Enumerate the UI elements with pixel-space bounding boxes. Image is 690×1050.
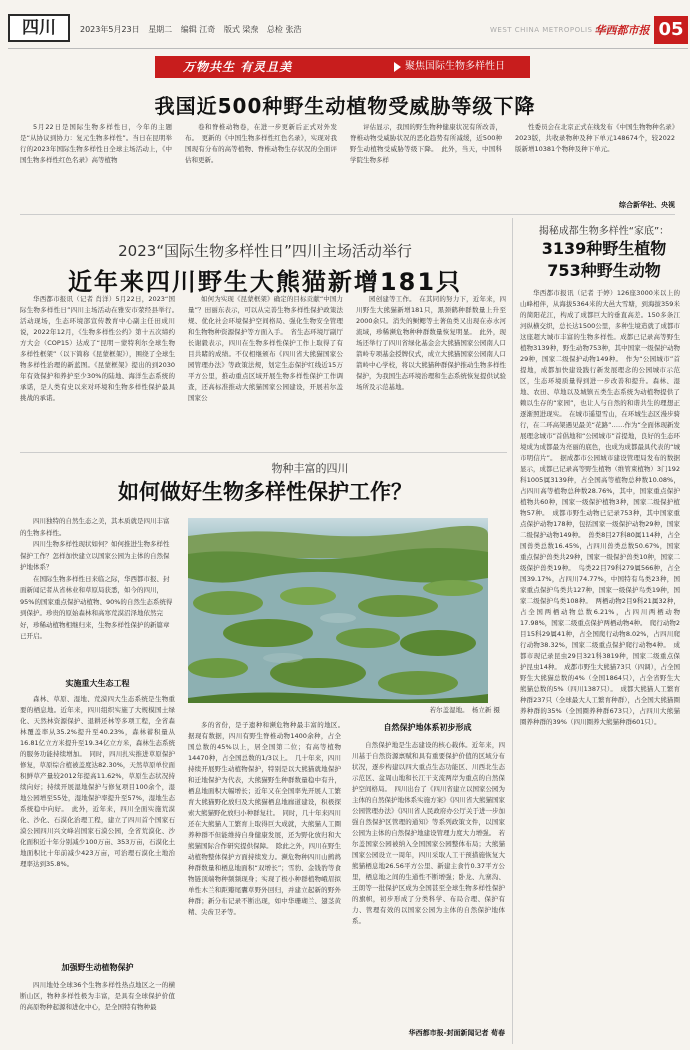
subhead-wildlife-protection: 加强野生动植物保护 (61, 963, 134, 972)
topic-banner (155, 56, 530, 78)
feature-kicker: 物种丰富的四川 (271, 462, 349, 475)
top-col-3-text: 评估显示，我国的野生物种健康状况有所改善，脊椎动物受威胁状况的恶化趋势有所减缓，近500种野生动植物受威胁等级下降。 此外，当天，中国科学院生物多样 (350, 123, 502, 164)
feature-intro-3: 在国际生物多样性日来临之际，华西都市报、封面新闻记者从省林业和草原局获悉，如今的四川，95%的国家重点保护动植物、90%的自然生态系统得到保护。珍贵的原始森林和高寒荒漠沼泽地依然完好，珍稀动植物相继归来，生物多样性保护的新篇章已开启。 (20, 574, 173, 640)
banner-topic: 聚焦国际生物多样性日 (405, 61, 505, 72)
feature-byline: 华西都市报-封面新闻记者 荀春 (408, 1029, 505, 1037)
section-label: 四川 (8, 14, 70, 42)
issue-date: 2023年5月23日 (80, 25, 140, 34)
feature-intro-2: 四川生物多样性现状如何？如何推进生物多样性保护工作？怎样加快建立以国家公园为主体的自然保护地体系？ (20, 540, 170, 571)
top-col-2 (185, 122, 337, 222)
feature-col-1-text: 森林、草原、湿地、荒漠四大生态系统是生物重要的栖息地。近年来，四川组织实施了大规模国土绿化、天然林资源保护、退耕还林等多项工程，全省森林覆盖率从35.2%提升至40.23%，森林蓄积量从16.81亿立方米提升至19.34亿立方米，森林生态系统的服务功能持续增加。 同时，四川扎实推进草原保护修复，草原综合植被盖度达82.30%，天然草原单位面积鲜草产量较2012年提高11.62%，草原生态状况持续向好；持续开展湿地保护与修复项目100余个，湿地公园增至55处，湿地保护率提升至57%，湿地生态系统稳中向好。 此外，近年来，四川全面实施荒漠化、沙化、石漠化治理工程，建立了四川首个国家石漠公园四川兴文峰岩国家石漠公园，全省荒漠化、沙化面积近十年分别减少100万亩、353万亩，石漠化土地面积比十年前减少423万亩，可治理石漠化土地治理率达到35.8%。 (20, 695, 175, 868)
proof-credit: 总检 张浩 (266, 25, 302, 34)
feature-col-1b (20, 980, 175, 1044)
triangle-icon (394, 62, 401, 72)
feature-col-2 (188, 720, 348, 1044)
main-col-3-text: 园创建等工作。 在其同的努力下，近年来，四川野生大熊猫新增181只，黑颈鹤种群数量上升至2000余只。消失的鲥鳃等土著鱼类又出现在赤水河流域，珍稀濒危物种种群数量恢复明显。 此外，现场还举行了四川省绿化基金会大熊猫国家公园南人口箭岭专项基金授牌仪式，成立大熊猫国家公园南人口箭岭中心学校，将以大熊猫种群保护推动生物多样性保护，为我国生态环境治理和生态系统恢复提供试验场所及示范基地。 (356, 295, 506, 391)
top-headline: 我国近500种野生动植物受威胁等级下降 (154, 94, 536, 118)
paper-english-name: WEST CHINA METROPOLIS DAILY (490, 26, 618, 34)
top-col-1-text: 5月22日是国际生物多样性日，今年的主题是“从协议到协力：复元生物多样性”。当日在昆明举行的2023年国际生物多样性日全球主场活动上，《中国生物多样性红色名录》高等植物 (20, 123, 172, 164)
issue-weekday: 星期二 (148, 25, 173, 34)
feature-intro-1: 四川独特的自然生态之美，其本质就是四川丰富的生物多样性。 (20, 517, 170, 537)
feature-headline: 如何做好生物多样性保护工作？ (118, 480, 412, 504)
side-headline (518, 238, 690, 282)
top-col-2-text: 卷和脊椎动物卷，在进一步更新后正式对外发布。 更新的《中国生物多样性红色名录》，实现对我国现有分布的高等植物、脊椎动物生存状况的全面评估和更新。 (185, 123, 337, 164)
paper-logo: 华西都市报 (594, 24, 650, 37)
feature-divider (20, 452, 507, 453)
main-col-3 (356, 294, 506, 444)
wetland-illustration (188, 518, 488, 703)
feature-col-3-text: 自然保护地是生态建设的核心载体。近年来，四川基于自然资源禀赋和具有重要保护价值的区域分布状况，逐步构建以四大重点生态功能区、川西北生态示范区、盆周山地和长江干支流两岸为重点的自然保护空间格局。 四川出台了《四川省建立以国家公园为主体的自然保护地体系实施方案》《四川省大熊猫国家公园管理办法》《四川省人民政府办公厅关于进一步加强自然保护区管理的通知》等系列政策文件，以国家公园为主体的自然保护地建设管理力度大力增强。 若尔盖国家公园被纳入全国国家公园整体布局；大熊猫国家公园设立一周年，四川采取人工干预措施恢复大熊猫栖息地26.56平方公里、新建主食竹0.37平方公里，栖息地之间的生通性不断增强；卧龙、九寨沟、王朗等一批保护区成为全国甚至全球生物多样性保护的旗帜，初步形成了分类科学、布局合理、保护有力、管理有效的以国家公园为主体的自然保护地体系。 (352, 741, 505, 925)
subhead-protected-areas: 自然保护地体系初步形成 (383, 723, 472, 732)
issue-meta (80, 24, 307, 35)
subhead-ecological-projects: 实施重大生态工程 (65, 679, 130, 688)
editor-credit: 编辑 江奇 (180, 25, 216, 34)
page-header (0, 0, 690, 50)
top-col-1 (20, 122, 172, 222)
feature-col-3 (352, 740, 505, 1022)
main-kicker: 2023“国际生物多样性日”四川主场活动举行 (118, 242, 412, 260)
side-divider (512, 218, 513, 1044)
main-headline: 近年来四川野生大熊猫新增181只 (67, 268, 463, 296)
main-col-1-text: 华西都市报讯（记者 肖洋）5月22日，2023“国际生物多样性日”四川主场活动在雅安市荥经县举行。 活动现场，生态环境部宣传教育中心副主任田成川说，2022年12月，《生物多样性公约》第十五次缔约方大会（COP15）达成了“昆明－蒙特利尔全球生物多样性框架”（以下简称《昆蒙框架》），围绕了全球生物多样性治理的新蓝图。《昆蒙框架》提出的到2030年有效保护和养护至少30%的陆地、海洋生态系统的承诺，是人类有史以来对环境和生物多样性保护最具挑战的承诺。 (20, 295, 182, 402)
banner-slogan: 万物共生 有灵且美 (183, 60, 293, 74)
wetland-photo (188, 518, 488, 703)
design-credit: 版式 梁焘 (223, 25, 259, 34)
top-divider (20, 214, 675, 215)
side-body-text: 华西都市报讯（记者 于婷）126座3000米以上的山峰相伴，从海拔5364米的大邑大雪塘，到海拔359米的简阳花江，构成了成都巨大的垂直高差。150多条江河纵横交织，总长达1500公里，多种生境造就了成都市这座超大城市丰富的生物多样性。成都已记录高等野生植物3139种，野生动物753种，其中国家一级保护动物29种，国家二级保护动物149种。 作为“公园城市”首提地，成都加快建设践行新发展理念的公园城市示范区，生态环境质量得到进一步改善和提升。森林、湿地、农田、草地以及城镇五类生态系统为动植物提供了赖以生存的“家园”，也让人与自然的和谐共生的理想正逐渐照进现实。 在城市遥望雪山，在环城生态区漫步骑行，在二环高架遇见最美“花路”……作为“全面体现新发展理念城市”首倡地和“公园城市”首提地，良好的生态环境成为成都最为亮丽的底色，也成为成都最具代表的“城市明信片”。 据成都市公园城市建设管理局发布的数据显示，成都已记录高等野生植物（维管束植物）3门192科1005属3139种，占全国高等植物总种数10.08%，占四川高等植物总种数28.76%，其中，国家重点保护植物共60种，国家一级保护植物3种，国家二级保护植物57种。 成都市野生动物已记录753种，其中国家重点保护动物178种，包括国家一级保护动物29种，国家二级保护动物149种。 兽类8目27科80属114种，占全国兽类总数16.45%，占四川兽类总数50.67%，国家重点保护兽类共29种，国家一级保护兽类10种，国家二级保护兽类19种。 鸟类22目79科279属566种，占全国39.17%，占四川74.77%，中国特有鸟类23种，国家重点保护鸟类共127种，国家一级保护鸟类19种，国家二级保护鸟类108种。 两栖动物2目9科21属32种，占全国两栖动物总数6.21%，占四川两栖动物17.98%，国家二级重点保护两栖动物4种。 爬行动物2目15科29属41种，占全国爬行动物8.02%，占四川爬行动物38.32%，国家二级重点保护爬行动物4种。 成都市现记录昆虫29目321科3819种，国家二级重点保护昆虫14种。 成都市野生大熊猫73只（四调），占全国野生大熊猫总数的4%（全国1864只），占全省野生大熊猫总数的5%（四川1387只）。 成都大熊猫人工繁育种群237只（全球最大人工繁育种群），占全国大熊猫圈养种群的35%（全国圈养种群673只），占四川大熊猫圈养种群的39%（四川圈养大熊猫种群601只）。 (520, 289, 680, 726)
top-col-4-text: 性委员会在北京正式在线发布《中国生物物种名录》2023版，共收录物种及种下单元148674个，较2022版新增10381个物种及种下单元。 (515, 123, 675, 153)
feature-col-1b-text: 四川地处全球36个生物多样性热点地区之一的横断山区，物种多样性极为丰富，是具有全球保护价值的高原物种起源和进化中心，是全国特有物种最 (20, 981, 175, 1011)
side-body (520, 288, 680, 1040)
page-number: 05 (654, 16, 688, 44)
top-col-4 (515, 122, 675, 200)
header-rule (8, 48, 688, 49)
photo-caption: 若尔盖湿地。 杨立新 摄 (429, 706, 500, 714)
top-col-3 (350, 122, 502, 222)
main-col-1 (20, 294, 182, 444)
side-headline-line-1: 3139种野生植物 (541, 239, 667, 258)
side-headline-line-2: 753种野生动物 (547, 261, 661, 280)
feature-intro (20, 516, 175, 643)
feature-col-1 (20, 694, 175, 954)
feature-col-2-text: 多的省份，是子遗种和濒危物种最丰富的地区。 据现有数据，四川有野生脊椎动物1400余种，占全国总数的45%以上，居全国第二位；有高等植物14470种，占全国总数的1/3以上。 几十年来，四川持续开展野生动植物保护，特别是以大熊猫就地保护和迁地保护为代表，大熊猫野生种群数量稳中有升，栖息地面积大幅增长；近年又在全国率先开展人工繁育大熊猫野化放归及大熊猫栖息地廊道建设，积极探索大熊猫野化放归小种群复壮。 同时，几十年来四川还在大熊猫人工繁育上取得巨大成就，大熊猫人工圈养种群不但能维持自身健康发展，还为野化放归和大熊猫国际合作研究提供保障。 除此之外，四川在野生动植物整体保护方面持续发力。濒危物种四川山鹧鸪种群数量和栖息地面积“双增长”；雪豹、金钱豹等食物链顶端物种频频现身；实现了极小种群植物峨眉拟单性木兰和距瓣尾囊草野外回归，并建立起新的野外种群；新分布记录不断出现，如中华珊瑚兰、翅茎黄精、尖齿卫矛等。 (188, 721, 348, 916)
main-col-2-text: 如何为实现《昆蒙框架》确定的目标贡献“中国力量”？田丽东表示，可以从完善生物多样性保护政策法规、优化社会环境保护空间格局、强化生物安全管理和生物物种资源保护等方面入手。 省生态环境厅副厅长谢毅表示，四川在生物多样性保护工作上取得了有目共睹的成绩。不仅相继颁布《四川省大熊猫国家公园管理办法》等政策法规，划定生态保护红线近15万平方公里，推动重点区域开展生物多样性保护工作调查，还高标准推动大熊猫国家公园建设，开展若尔盖国家公 (188, 295, 343, 402)
main-col-2 (188, 294, 343, 444)
top-byline: 综合新华社、央视 (619, 201, 675, 209)
side-kicker: 揭秘成都生物多样性“家底”： (538, 226, 670, 237)
